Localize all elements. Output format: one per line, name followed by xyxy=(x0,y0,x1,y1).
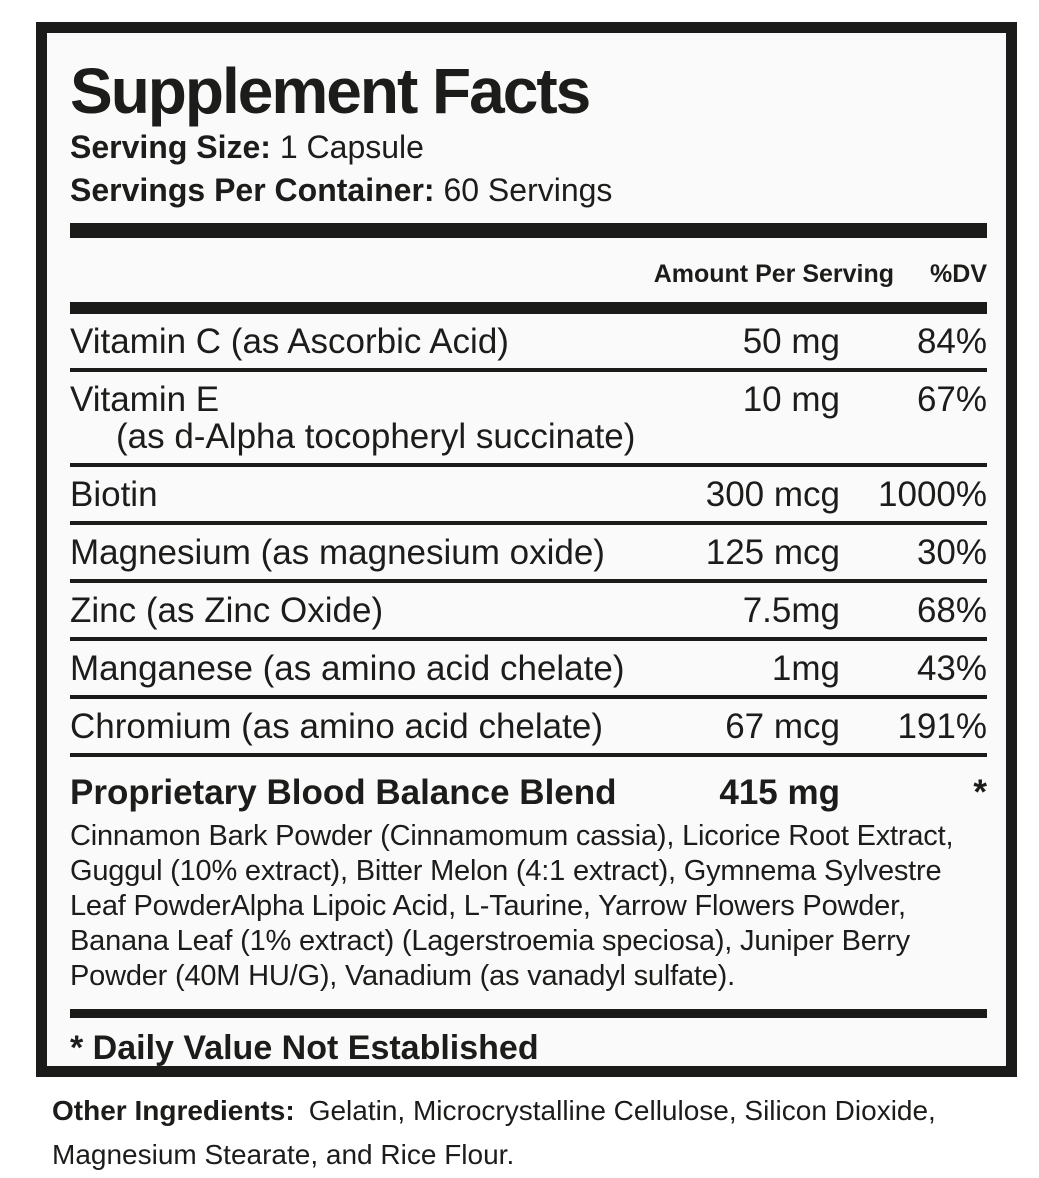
nutrient-dv: 191% xyxy=(897,707,987,746)
nutrient-dv: 30% xyxy=(916,533,987,572)
supplement-facts-panel xyxy=(36,22,1017,1077)
daily-value-footnote: * Daily Value Not Established xyxy=(70,1029,539,1067)
table-row-proprietary-blend xyxy=(70,757,987,813)
nutrient-dv: 68% xyxy=(916,591,987,630)
table-row-vitamin-e xyxy=(70,372,987,467)
serving-size-value: 1 Capsule xyxy=(279,129,424,165)
column-header-dv: %DV xyxy=(930,260,987,288)
blend-amount: 415 mg xyxy=(719,773,840,812)
nutrient-amount: 1mg xyxy=(771,649,840,688)
table-row-manganese xyxy=(70,641,987,699)
nutrient-name: Vitamin C (as Ascorbic Acid) xyxy=(70,322,509,361)
table-row-magnesium xyxy=(70,525,987,583)
nutrient-name-line1: Vitamin E xyxy=(70,380,220,419)
nutrient-dv: 43% xyxy=(916,649,987,688)
divider-thick-top xyxy=(70,223,987,238)
table-row-biotin xyxy=(70,467,987,525)
nutrient-dv: 1000% xyxy=(878,475,987,514)
table-row-chromium xyxy=(70,699,987,757)
table-row-zinc xyxy=(70,583,987,641)
nutrient-amount: 300 mcg xyxy=(705,475,840,514)
divider-small-footnote xyxy=(70,1009,987,1018)
nutrient-amount: 10 mg xyxy=(742,380,840,419)
nutrient-dv: 84% xyxy=(916,322,987,361)
nutrient-name: Biotin xyxy=(70,475,158,514)
nutrient-name-line2: (as d-Alpha tocopheryl succinate) xyxy=(116,417,636,456)
other-ingredients-label: Other Ingredients: xyxy=(52,1095,295,1126)
nutrient-amount: 7.5mg xyxy=(742,591,840,630)
nutrient-name: Magnesium (as magnesium oxide) xyxy=(70,533,605,572)
blend-ingredients-text: Cinnamon Bark Powder (Cinnamomum cassia), Licorice Root Extract, Guggul (10% extract), Bitter Melon (4:1 extract), Gymnema Sylvestre Leaf PowderAlpha Lipoic Acid, L-Taurine, Yarrow Flowers Powder, Banana Leaf (1% extract) (Lagerstroemia speciosa), Juniper Berry Powder (40M HU/G), Vanadium (as vanadyl sulfate). xyxy=(70,820,954,992)
table-row-vitamin-c xyxy=(70,314,987,372)
nutrient-amount: 125 mcg xyxy=(705,533,840,572)
serving-size-label: Serving Size: xyxy=(70,129,271,165)
servings-per-container-label: Servings Per Container: xyxy=(70,172,435,208)
other-ingredients-section xyxy=(52,1089,1012,1177)
nutrient-amount: 50 mg xyxy=(742,322,840,361)
serving-size-line xyxy=(70,128,987,166)
nutrient-name xyxy=(70,381,680,455)
panel-title: Supplement Facts xyxy=(70,55,590,127)
nutrient-name: Chromium (as amino acid chelate) xyxy=(70,707,603,746)
nutrient-name: Zinc (as Zinc Oxide) xyxy=(70,591,384,630)
nutrient-dv: 67% xyxy=(916,380,987,419)
other-ingredients-value: Gelatin, Microcrystalline Cellulose, Silicon Dioxide, Magnesium Stearate, and Rice Flour. xyxy=(52,1095,936,1170)
servings-per-container-value: 60 Servings xyxy=(443,172,613,208)
divider-medium-header xyxy=(70,302,987,314)
blend-name: Proprietary Blood Balance Blend xyxy=(70,773,617,812)
blend-dv-asterisk: * xyxy=(973,773,987,812)
column-header-row xyxy=(70,238,987,302)
column-header-amount: Amount Per Serving xyxy=(653,260,895,288)
nutrient-amount: 67 mcg xyxy=(725,707,840,746)
servings-per-container-line xyxy=(70,171,987,209)
nutrient-name: Manganese (as amino acid chelate) xyxy=(70,649,625,688)
